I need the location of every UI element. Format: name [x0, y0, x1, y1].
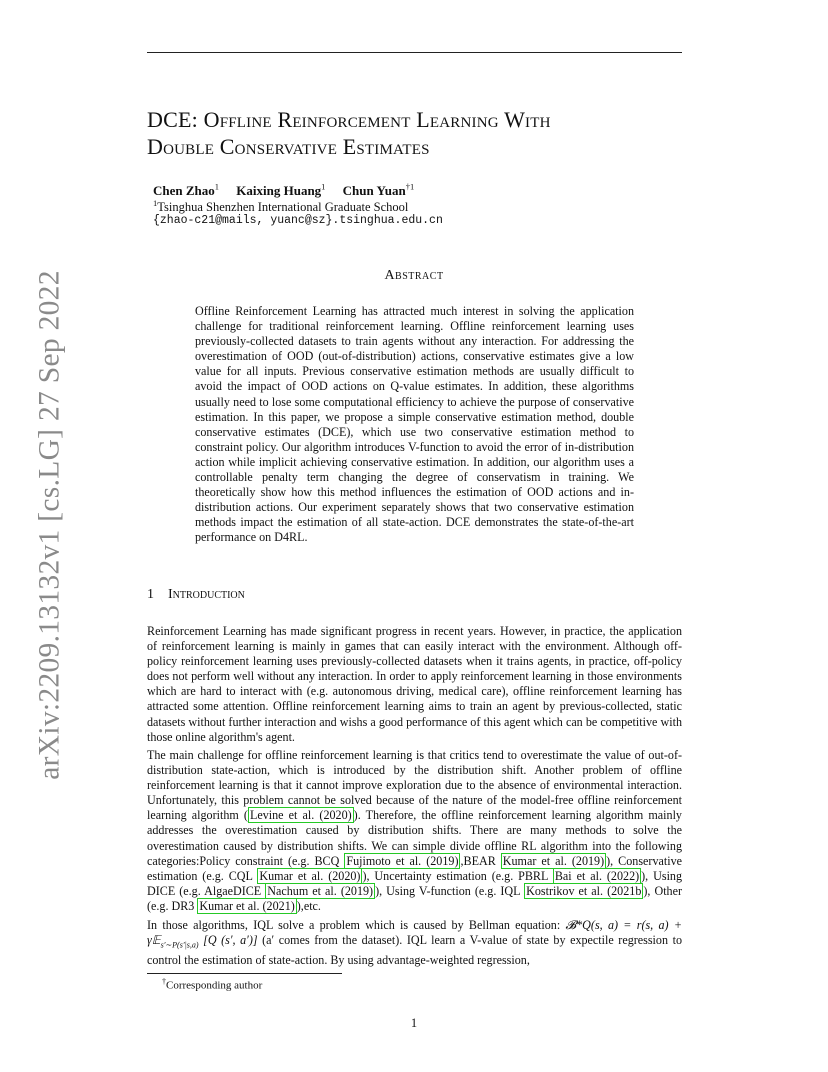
top-rule — [147, 52, 682, 53]
intro-paragraph-2: The main challenge for offline reinforcement learning is that critics tend to overestimate the value of out-of-distribution state-action, which is introduced by the distribution shift. Another problem of offline reinforcement learning is that it cannot improve exploration due to the absence of environmental interaction. Unfortunately, this problem cannot be solved because of the nature of the model-free offline reinforcement learning algorithm ( Levine et al. (2020) ). Therefore, the offline reinforcement learning algorithm mainly addresses the overestimation caused by distribution shifts. There are many methods to solve the overestimation caused by distribution shifts. We can simple divide offline RL algorithm into the following categories:Policy constraint (e.g. BCQ Fujimoto et al. (2019) ,BEAR Kumar et al. (2019) ), Conservative estimation (e.g. CQL Kumar et al. (2020) ), Uncertainty estimation (e.g. PBRL Bai et al. (2022) ), Using DICE (e.g. AlgaeDICE Nachum et al. (2019) ), Using V-function (e.g. IQL Kostrikov et al. (2021b ), Other (e.g. DR3 Kumar et al. (2021) ),etc. — [147, 748, 683, 913]
title-line2: Double Conservative Estimates — [147, 134, 430, 159]
abstract-text: Offline Reinforcement Learning has attracted much interest in solving the application challenge for traditional reinforcement learning. Offline reinforcement learning uses previously-collected datasets to train agents without any interaction. For addressing the overestimation of OOD (out-of-distribution) actions, conservative estimates give a low value for all inputs. Previous conservative estimation methods are usually difficult to avoid the impact of OOD actions on Q-value estimates. In addition, these algorithms usually need to lose some computational efficiency to achieve the purpose of conservative estimation. In this paper, we propose a simple conservative estimation method, double conservative estimates (DCE), which use two conservative estimation method to constraint policy. Our algorithm introduces V-function to avoid the error of in-distribution action while implicit achieving conservative estimation. In addition, our algorithm uses a controllable penalty term changing the degree of conservatism in training. We theoretically show how this method influences the estimation of OOD actions and in-distribution actions. Our experiment separately shows that two conservative estimation methods impact the estimation of all state-action. DCE demonstrates the state-of-the-art performance on D4RL. — [195, 304, 634, 545]
author-email: {zhao-c21@mails, yuanc@sz}.tsinghua.edu.cn — [153, 214, 443, 227]
footnote-rule — [147, 973, 342, 974]
page-number: 1 — [410, 1016, 418, 1030]
intro-paragraph-3: In those algorithms, IQL solve a problem which is caused by Bellman equation: 𝓑*Q(s, a) = r(s, a) + γ𝔼$_{s'\sim P(s'|s,a)}$ [Q (s′, a′)] (a′ comes from the dataset). IQL learn a V-value of state by expectile regression to control the estimation of state-action. By using advantage-weighted regression, — [147, 918, 682, 967]
title-line1: Offline Reinforcement Learning With — [203, 107, 551, 132]
arxiv-stamp-text: arXiv:2209.13132v1 [cs.LG] 27 Sep 2022 — [33, 270, 66, 780]
abstract-heading: Abstract — [384, 268, 444, 283]
section-number: 1 — [147, 587, 154, 602]
bellman-equation: 𝓑*Q(s, a) = r(s, a) + γ𝔼$_{s'\sim P(s'|s,a)}$ [Q (s′, a′)] — [147, 918, 682, 950]
author: Chen Zhao$^1$ — [153, 182, 220, 199]
affiliation: $^1$Tsinghua Shenzhen International Graduate School — [153, 198, 409, 215]
footnote: †Corresponding author — [162, 977, 263, 992]
citation-link[interactable]: Kumar et al. (2019) — [502, 853, 605, 868]
citation-link[interactable]: Bai et al. (2022) — [554, 868, 640, 883]
citation-link[interactable]: Nachum et al. (2019) — [267, 883, 374, 898]
citation-link[interactable]: Kumar et al. (2021) — [199, 898, 295, 913]
author: Kaixing Huang$^1$ — [236, 182, 326, 199]
section-heading-introduction — [147, 587, 245, 603]
author-list — [153, 182, 428, 199]
citation-link[interactable]: Kumar et al. (2020) — [259, 868, 361, 883]
author: Chun Yuan$^{\dagger 1}$ — [342, 182, 415, 199]
citation-link[interactable]: Fujimoto et al. (2019) — [346, 853, 459, 868]
section-title: Introduction — [168, 587, 245, 602]
title-prefix: DCE: — [147, 107, 204, 132]
intro-paragraph-1: Reinforcement Learning has made significant progress in recent years. However, in practice, the application of reinforcement learning is mainly in games that can easily interact with the environment. Although off-policy reinforcement learning uses previously-collected datasets when it trains agents, in practice, off-policy does not perform well without any interaction. In order to apply reinforcement learning in those environments which are hard to interact with (e.g. autonomous driving, medical care), offline reinforcement learning has attracted some attention. Offline reinforcement learning aims to train an agent by previous-collected, static datasets without further interaction and wishs a good performance of this agent which can be competitive with those online algorithm's agent. — [147, 624, 682, 744]
paper-title — [147, 106, 687, 160]
citation-link[interactable]: Kostrikov et al. (2021b — [526, 883, 642, 898]
citation-link[interactable]: Levine et al. (2020) — [249, 808, 352, 823]
